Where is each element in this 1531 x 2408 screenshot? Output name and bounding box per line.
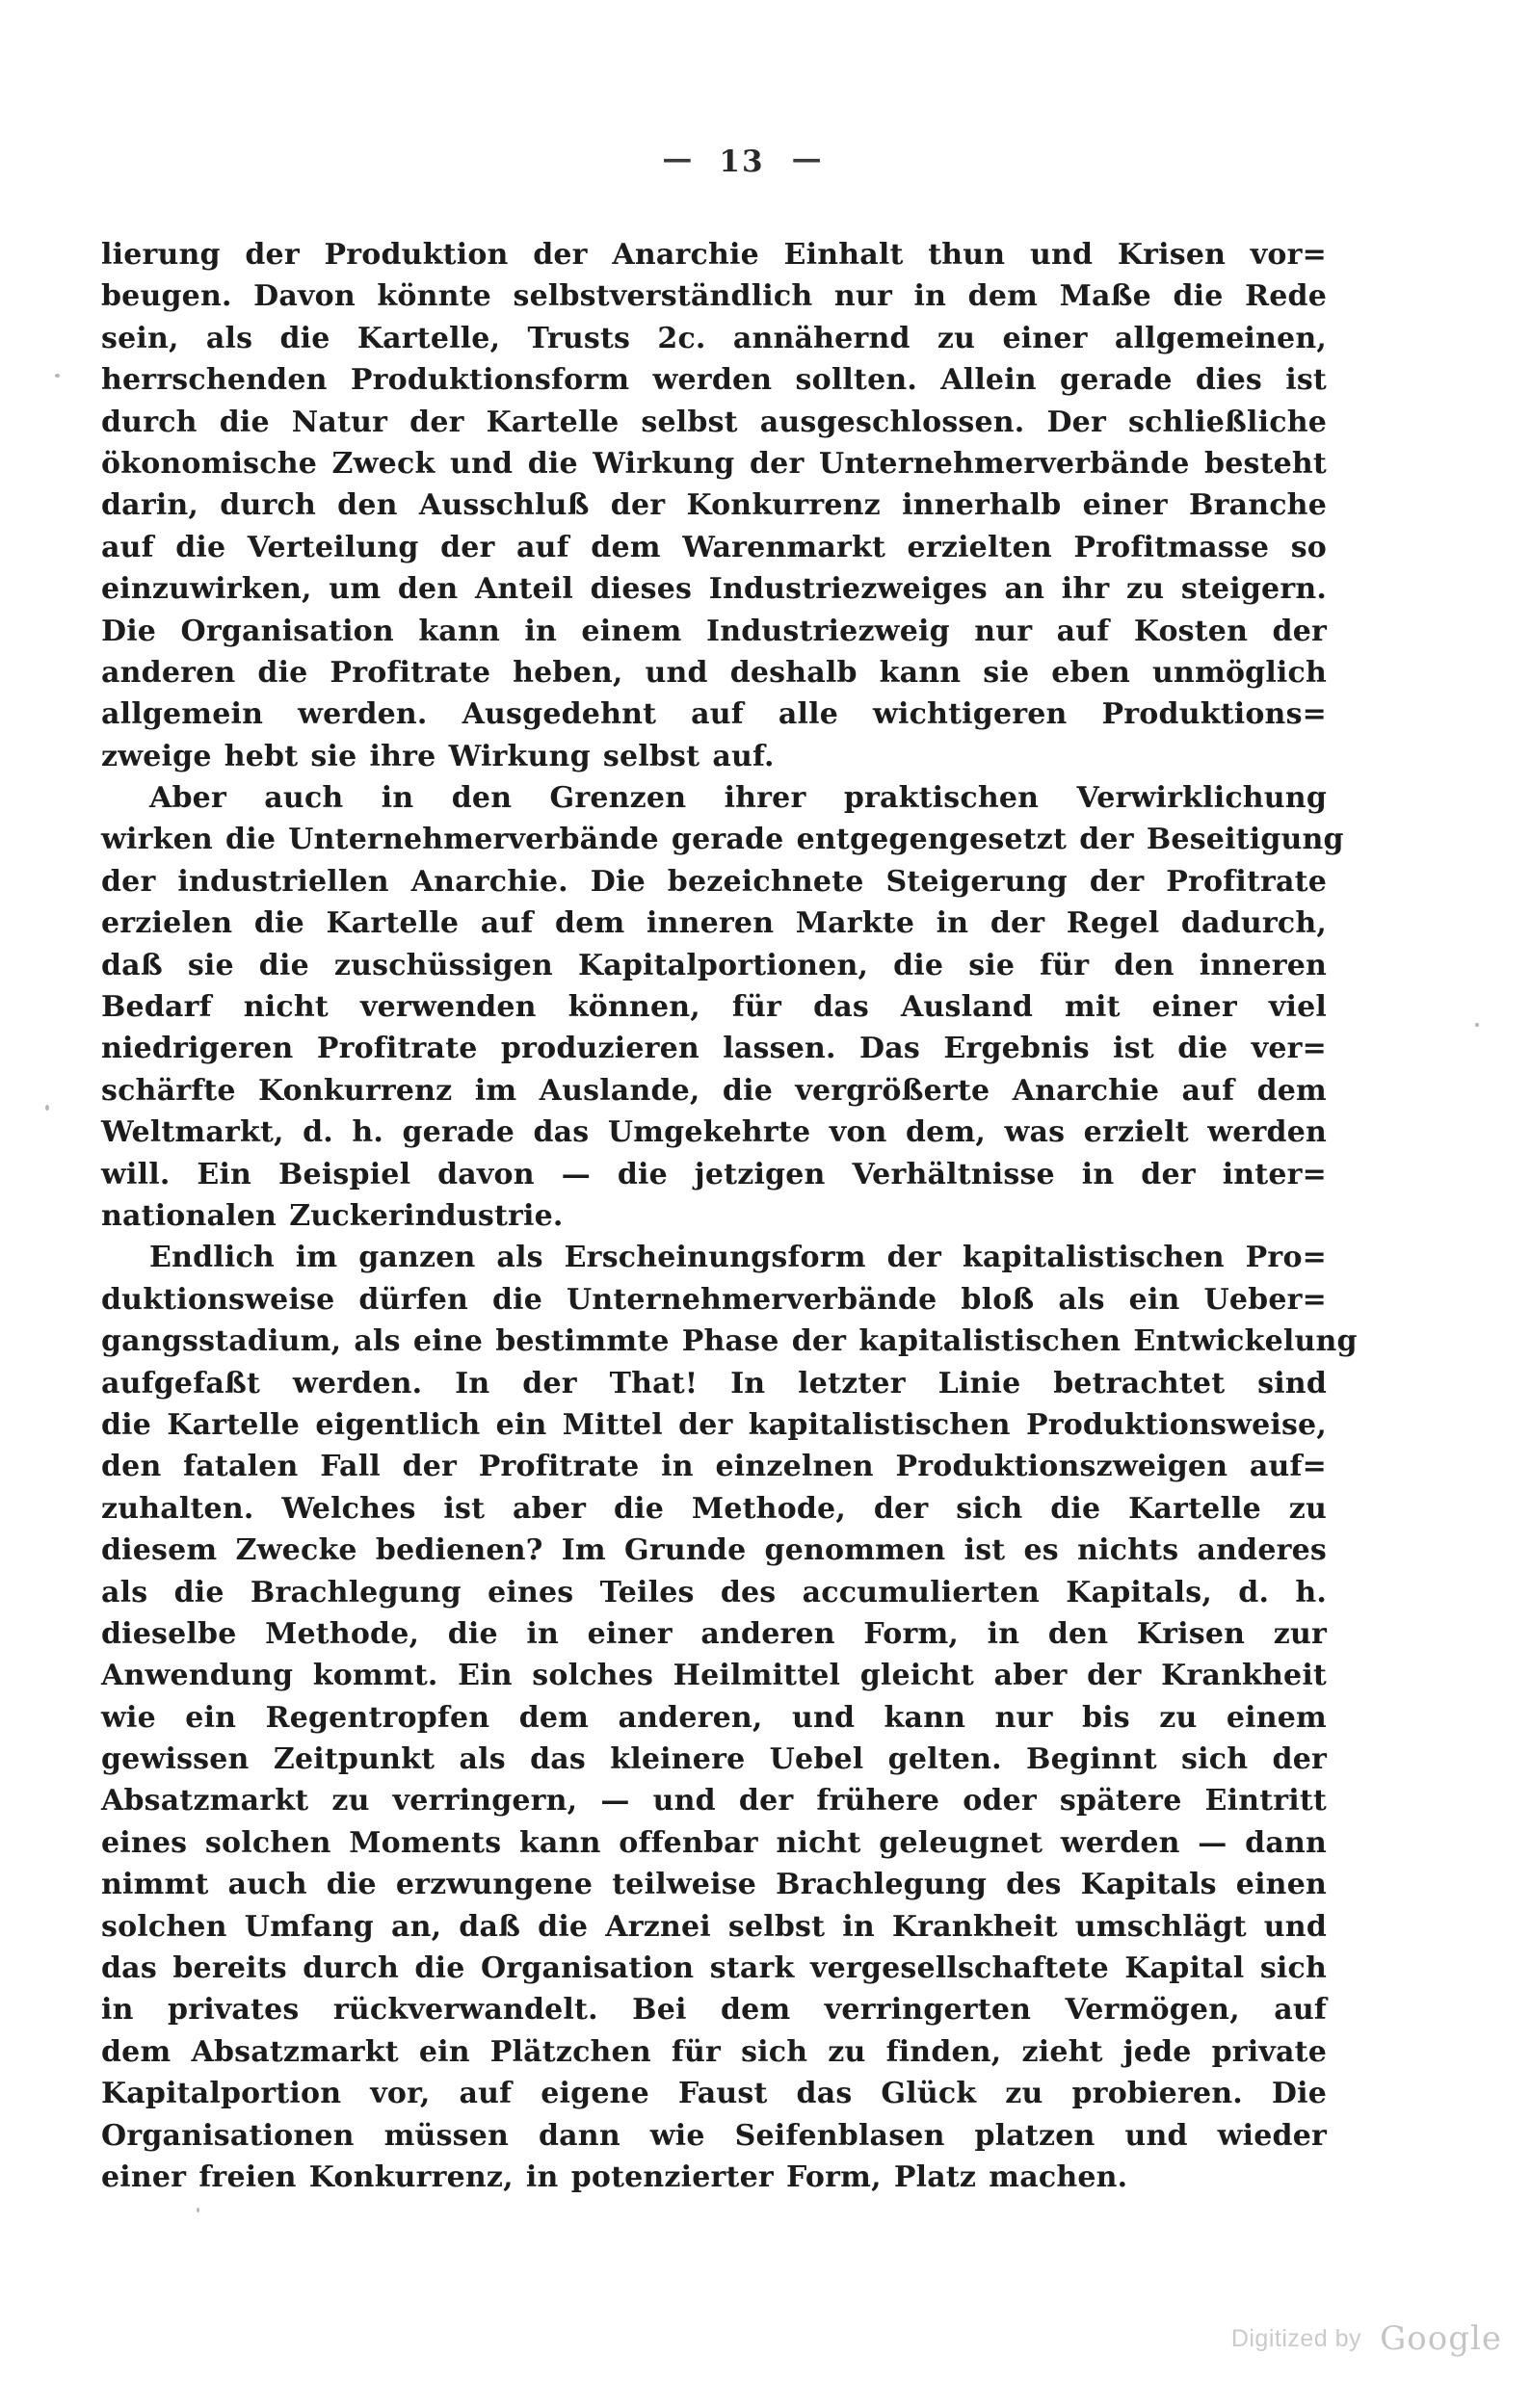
text-line: gewissen Zeitpunkt als das kleinere Uebel gelten. Beginnt sich der: [101, 1742, 1327, 1777]
text-line: anderen die Profitrate heben, und deshalb kann sie eben unmöglich: [101, 655, 1327, 690]
text-line: solchen Umfang an, daß die Arznei selbst in Krankheit umschlägt und: [101, 1909, 1327, 1944]
text-line: sein, als die Kartelle, Trusts 2c. annähernd zu einer allgemeinen,: [101, 321, 1327, 355]
text-line: niedrigeren Profitrate produzieren lassen. Das Ergebnis ist die ver=: [101, 1032, 1327, 1066]
page-number: 13: [719, 144, 765, 179]
text-line: erzielen die Kartelle auf dem inneren Markte in der Regel dadurch,: [101, 906, 1327, 941]
text-line: schärfte Konkurrenz im Auslande, die vergrößerte Anarchie auf dem: [101, 1073, 1327, 1108]
text-line: duktionsweise dürfen die Unternehmerverbände bloß als ein Ueber=: [101, 1282, 1327, 1317]
text-line: daß sie die zuschüssigen Kapitalportionen, die sie für den inneren: [101, 948, 1327, 982]
text-line: zweige hebt sie ihre Wirkung selbst auf.: [101, 739, 775, 773]
text-line: das bereits durch die Organisation stark vergesellschaftete Kapital sich: [101, 1951, 1327, 1986]
text-line: Absatzmarkt zu verringern, — und der frühere oder spätere Eintritt: [101, 1784, 1327, 1819]
watermark-text: Digitized by: [1230, 2325, 1362, 2352]
page-header: [0, 144, 1484, 179]
text-line: Endlich im ganzen als Erscheinungsform der kapitalistischen Pro=: [149, 1241, 1327, 1275]
scan-artifact: [45, 1105, 49, 1111]
text-line: wie ein Regentropfen dem anderen, und kann nur bis zu einem: [101, 1700, 1327, 1735]
text-line: allgemein werden. Ausgedehnt auf alle wichtigeren Produktions=: [101, 697, 1327, 732]
text-line: als die Brachlegung eines Teiles des accumulierten Kapitals, d. h.: [101, 1575, 1327, 1610]
text-line: Kapitalportion vor, auf eigene Faust das Glück zu probieren. Die: [101, 2077, 1327, 2111]
text-line: nimmt auch die erzwungene teilweise Brachlegung des Kapitals einen: [101, 1868, 1327, 1902]
text-line: dem Absatzmarkt ein Plätzchen für sich zu finden, zieht jede private: [101, 2034, 1327, 2069]
scan-artifact: [55, 374, 60, 378]
text-line: Weltmarkt, d. h. gerade das Umgekehrte von dem, was erzielt werden: [101, 1115, 1327, 1150]
text-line: Organisationen müssen dann wie Seifenblasen platzen und wieder: [101, 2118, 1327, 2153]
text-line: diesem Zwecke bedienen? Im Grunde genommen ist es nichts anderes: [101, 1533, 1327, 1568]
text-line: einzuwirken, um den Anteil dieses Industriezweiges an ihr zu steigern.: [101, 572, 1327, 607]
google-logo: Google: [1380, 2319, 1502, 2358]
text-line: dieselbe Methode, die in einer anderen Form, in den Krisen zur: [101, 1616, 1327, 1651]
text-line: durch die Natur der Kartelle selbst ausgeschlossen. Der schließliche: [101, 405, 1327, 439]
text-line: aufgefaßt werden. In der That! In letzter Linie betrachtet sind: [101, 1366, 1327, 1400]
text-line: Bedarf nicht verwenden können, für das Ausland mit einer viel: [101, 990, 1327, 1025]
text-line: beugen. Davon könnte selbstverständlich nur in dem Maße die Rede: [101, 279, 1327, 314]
header-dash-left: —: [662, 142, 693, 176]
watermark: [1231, 2319, 1502, 2358]
text-line: in privates rückverwandelt. Bei dem verringerten Vermögen, auf: [101, 1993, 1327, 2028]
text-line: herrschenden Produktionsform werden sollten. Allein gerade dies ist: [101, 363, 1327, 398]
text-line: nationalen Zuckerindustrie.: [101, 1198, 564, 1233]
text-line: auf die Verteilung der auf dem Warenmarkt erzielten Profitmasse so: [101, 530, 1327, 564]
text-line: ökonomische Zweck und die Wirkung der Unternehmerverbände besteht: [101, 446, 1327, 481]
text-line: den fatalen Fall der Profitrate in einzelnen Produktionszweigen auf=: [101, 1450, 1327, 1484]
text-line: darin, durch den Ausschluß der Konkurrenz innerhalb einer Branche: [101, 488, 1327, 523]
text-line: Anwendung kommt. Ein solches Heilmittel gleicht aber der Krankheit: [101, 1659, 1327, 1693]
text-line: lierung der Produktion der Anarchie Einhalt thun und Krisen vor=: [101, 238, 1327, 272]
scan-artifact: [1475, 1023, 1479, 1027]
text-line: einer freien Konkurrenz, in potenzierter Form, Platz machen.: [101, 2159, 1128, 2194]
body-text: [101, 234, 1358, 2198]
text-line: der industriellen Anarchie. Die bezeichnete Steigerung der Profitrate: [101, 864, 1327, 899]
text-line: Aber auch in den Grenzen ihrer praktischen Verwirklichung: [149, 781, 1327, 816]
text-line: gangsstadium, als eine bestimmte Phase der kapitalistischen Entwickelung: [101, 1324, 1358, 1359]
text-line: will. Ein Beispiel davon — die jetzigen Verhältnisse in der inter=: [101, 1157, 1327, 1191]
text-line: die Kartelle eigentlich ein Mittel der kapitalistischen Produktionsweise,: [101, 1407, 1327, 1442]
text-line: wirken die Unternehmerverbände gerade entgegengesetzt der Beseitigung: [101, 823, 1344, 857]
scan-artifact: [197, 2208, 199, 2212]
text-line: zuhalten. Welches ist aber die Methode, der sich die Kartelle zu: [101, 1491, 1327, 1526]
text-line: eines solchen Moments kann offenbar nicht geleugnet werden — dann: [101, 1825, 1327, 1860]
text-line: Die Organisation kann in einem Industriezweig nur auf Kosten der: [101, 614, 1327, 648]
header-dash-right: —: [791, 142, 822, 176]
